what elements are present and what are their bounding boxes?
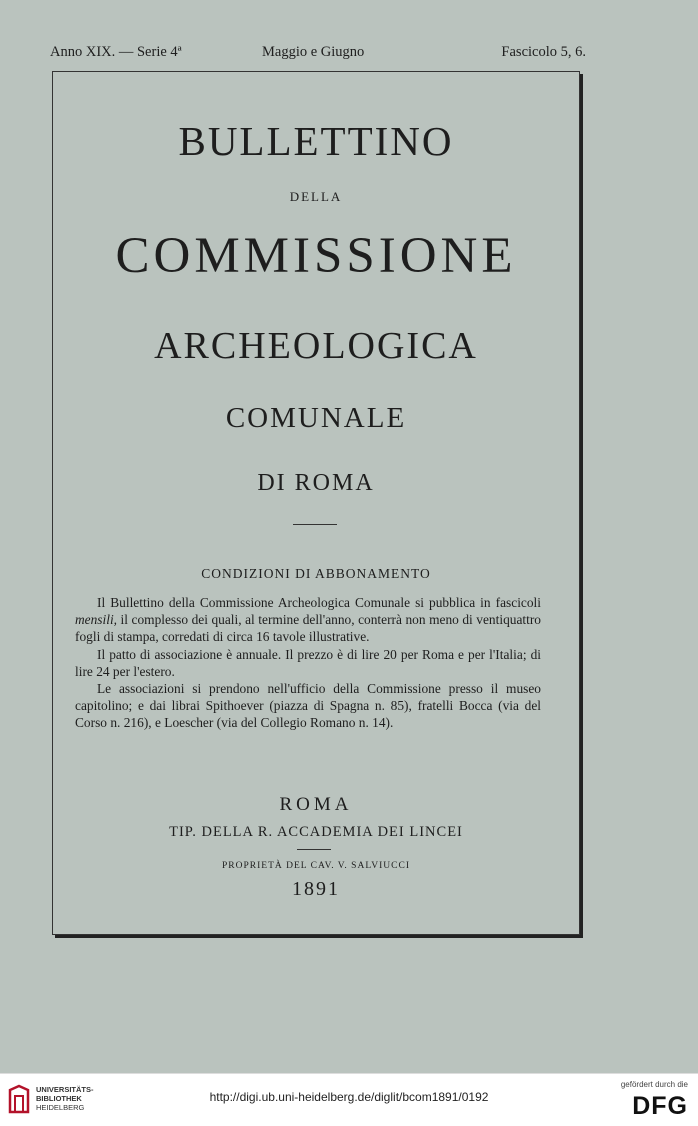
header-months: Maggio e Giugno xyxy=(262,44,365,60)
permalink-url[interactable]: http://digi.ub.uni-heidelberg.de/diglit/bcom1891/0192 xyxy=(209,1090,489,1104)
viewer-footer xyxy=(0,1073,698,1126)
funder-label: gefördert durch die xyxy=(620,1080,688,1089)
conditions-p1-end: il complesso dei quali, al termine dell'anno, conterrà non meno di ventiquattro fogli di stampa, corredati di circa 16 tavole illustrative. xyxy=(75,612,541,645)
conditions-heading: CONDIZIONI DI ABBONAMENTO xyxy=(201,566,431,581)
imprint-city: ROMA xyxy=(279,794,353,815)
imprint-owner: PROPRIETÀ DEL CAV. V. SALVIUCCI xyxy=(222,861,410,871)
title-frame xyxy=(52,71,580,935)
divider-rule xyxy=(293,524,337,525)
title-commissione: COMMISSIONE xyxy=(115,228,517,284)
header-volume: Anno XIX. — Serie 4ª xyxy=(50,44,182,60)
header-issue: Fascicolo 5, 6. xyxy=(501,44,586,60)
library-name-line3: HEIDELBERG xyxy=(36,1103,85,1112)
library-name-line1: UNIVERSITÄTS- xyxy=(36,1085,94,1094)
imprint-printer: TIP. DELLA R. ACCADEMIA DEI LINCEI xyxy=(169,824,463,840)
title-comunale: COMUNALE xyxy=(225,402,407,434)
conditions-paragraph-2: Il patto di associazione è annuale. Il prezzo è di lire 20 per Roma e per l'Italia; di lire 24 per l'estero. xyxy=(75,646,541,679)
conditions-p1-italic: mensili, xyxy=(75,612,118,628)
conditions-paragraph-1 xyxy=(75,594,541,646)
dfg-logo: DFG xyxy=(632,1092,688,1120)
title-archeologica: ARCHEOLOGICA xyxy=(154,325,478,367)
conditions-p1-start: Il Bullettino della Commissione Archeologica Comunale si pubblica in fascicoli xyxy=(97,595,541,610)
imprint-rule xyxy=(297,849,331,850)
library-name-line2: BIBLIOTHEK xyxy=(36,1094,82,1103)
title-della: DELLA xyxy=(289,189,343,204)
title-di-roma: DI ROMA xyxy=(257,470,375,496)
imprint-year: 1891 xyxy=(292,878,340,900)
conditions-text xyxy=(75,594,541,732)
conditions-paragraph-3: Le associazioni si prendono nell'ufficio della Commissione presso il museo capitolino; e dai librai Spithoever (piazza di Spagna n. 85), fratelli Bocca (via del Corso n. 216), e Loescher (via del Collegio Romano n. 14). xyxy=(75,681,541,731)
title-bullettino: BULLETTINO xyxy=(178,118,454,164)
